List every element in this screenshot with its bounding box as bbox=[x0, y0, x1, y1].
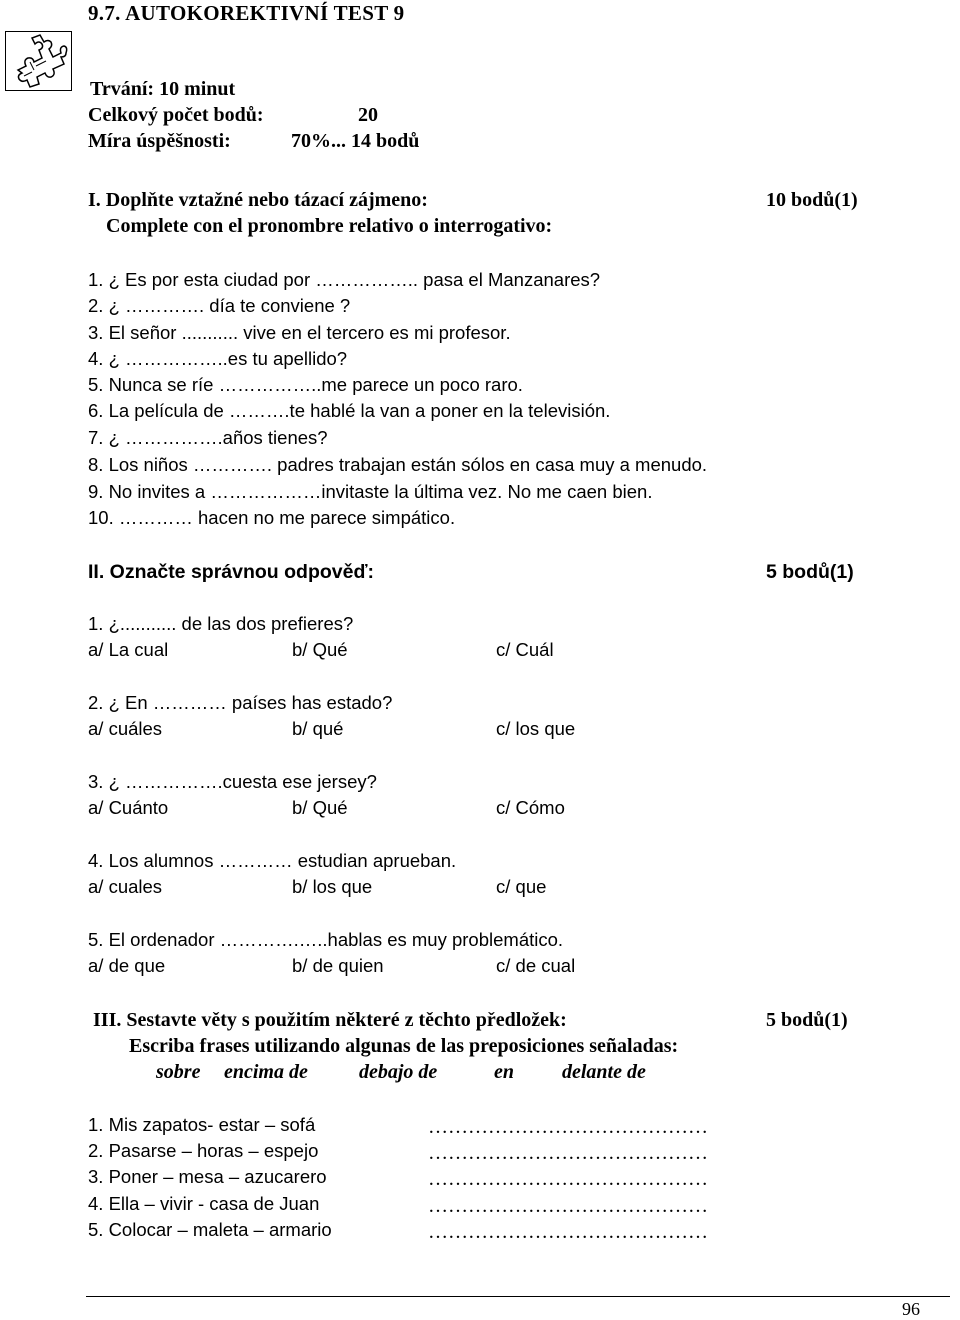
section3-item: 2. Pasarse – horas – espejo bbox=[88, 1140, 319, 1161]
option-b: b/ de quien bbox=[292, 955, 384, 976]
section1-item: 3. El señor ........... vive en el tercero es mi profesor. bbox=[88, 322, 511, 343]
section2-options bbox=[88, 718, 575, 740]
preposition: en bbox=[494, 1061, 514, 1083]
section1-item: 10. ………… hacen no me parece simpático. bbox=[88, 507, 456, 528]
section1-item: 1. ¿ Es por esta ciudad por …………….. pasa el Manzanares? bbox=[88, 269, 601, 290]
section3-item: 4. Ella – vivir - casa de Juan bbox=[88, 1193, 320, 1214]
section3-item: 1. Mis zapatos- estar – sofá bbox=[88, 1114, 316, 1135]
footer-divider bbox=[86, 1296, 950, 1297]
option-a: a/ cuáles bbox=[88, 718, 163, 739]
option-c: c/ de cual bbox=[496, 955, 576, 976]
section1-item: 9. No invites a ………………invitaste la última vez. No me caen bien. bbox=[88, 481, 653, 502]
success-rate-value: 70%... 14 bodů bbox=[291, 130, 420, 152]
preposition: delante de bbox=[562, 1061, 646, 1083]
section1-item: 8. Los niños …………. padres trabajan están sólos en casa muy a menudo. bbox=[88, 454, 708, 475]
answer-blank[interactable]: …………………………………… bbox=[428, 1221, 708, 1243]
total-points-value: 20 bbox=[358, 104, 378, 126]
section1-item: 4. ¿ ……………..es tu apellido? bbox=[88, 348, 348, 369]
option-c: c/ Cuál bbox=[496, 639, 554, 660]
section2-question: 1. ¿........... de las dos prefieres? bbox=[88, 613, 354, 634]
answer-blank[interactable]: …………………………………… bbox=[428, 1142, 708, 1164]
section2-options bbox=[88, 876, 546, 898]
option-c: c/ los que bbox=[496, 718, 576, 739]
section1-item: 5. Nunca se ríe ……………..me parece un poco raro. bbox=[88, 374, 523, 395]
total-points-label: Celkový počet bodů: bbox=[88, 104, 264, 126]
option-b: b/ Qué bbox=[292, 639, 348, 660]
section2-options bbox=[88, 797, 565, 819]
answer-blank[interactable]: …………………………………… bbox=[428, 1195, 708, 1217]
answer-blank[interactable]: …………………………………… bbox=[428, 1168, 708, 1190]
preposition: sobre bbox=[156, 1061, 201, 1083]
section1-item: 6. La película de ……….te hablé la van a poner en la televisión. bbox=[88, 400, 611, 421]
section1-subheading: Complete con el pronombre relativo o interrogativo: bbox=[106, 215, 553, 237]
section1-heading: I. Doplňte vztažné nebo tázací zájmeno: bbox=[88, 189, 428, 211]
option-b: b/ Qué bbox=[292, 797, 348, 818]
option-b: b/ qué bbox=[292, 718, 344, 739]
section1-item: 2. ¿ …………. día te conviene ? bbox=[88, 295, 351, 316]
section2-question: 3. ¿ …………….cuesta ese jersey? bbox=[88, 771, 377, 792]
page-number: 96 bbox=[902, 1299, 920, 1319]
section2-question: 2. ¿ En ………… países has estado? bbox=[88, 692, 393, 713]
section3-item: 5. Colocar – maleta – armario bbox=[88, 1219, 332, 1240]
preposition: debajo de bbox=[359, 1061, 438, 1083]
section1-item: 7. ¿ …………….años tienes? bbox=[88, 427, 328, 448]
option-a: a/ de que bbox=[88, 955, 166, 976]
section2-options bbox=[88, 639, 554, 661]
option-a: a/ Cuánto bbox=[88, 797, 169, 818]
section2-points: 5 bodů(1) bbox=[766, 561, 854, 583]
success-rate-label: Míra úspěšnosti: bbox=[88, 130, 231, 152]
option-c: c/ que bbox=[496, 876, 547, 897]
option-a: a/ cuales bbox=[88, 876, 163, 897]
option-c: c/ Cómo bbox=[496, 797, 565, 818]
section2-question: 5. El ordenador ………….…..hablas es muy problemático. bbox=[88, 929, 564, 950]
section1-points: 10 bodů(1) bbox=[766, 189, 858, 211]
section3-item: 3. Poner – mesa – azucarero bbox=[88, 1166, 327, 1187]
preposition: encima de bbox=[224, 1061, 308, 1083]
section2-heading: II. Označte správnou odpověď: bbox=[88, 561, 374, 583]
section2-options bbox=[88, 955, 575, 977]
duration-label: Trvání: 10 minut bbox=[90, 78, 236, 100]
section3-heading: III. Sestavte věty s použitím některé z těchto předložek: bbox=[93, 1009, 567, 1031]
section2-question: 4. Los alumnos ………… estudian aprueban. bbox=[88, 850, 457, 871]
section3-points: 5 bodů(1) bbox=[766, 1009, 848, 1031]
page-title: 9.7. AUTOKOREKTIVNÍ TEST 9 bbox=[88, 1, 405, 25]
answer-blank[interactable]: …………………………………… bbox=[428, 1116, 708, 1138]
option-a: a/ La cual bbox=[88, 639, 169, 660]
option-b: b/ los que bbox=[292, 876, 373, 897]
puzzle-icon bbox=[5, 31, 72, 91]
section3-subheading: Escriba frases utilizando algunas de las preposiciones señaladas: bbox=[129, 1035, 679, 1057]
